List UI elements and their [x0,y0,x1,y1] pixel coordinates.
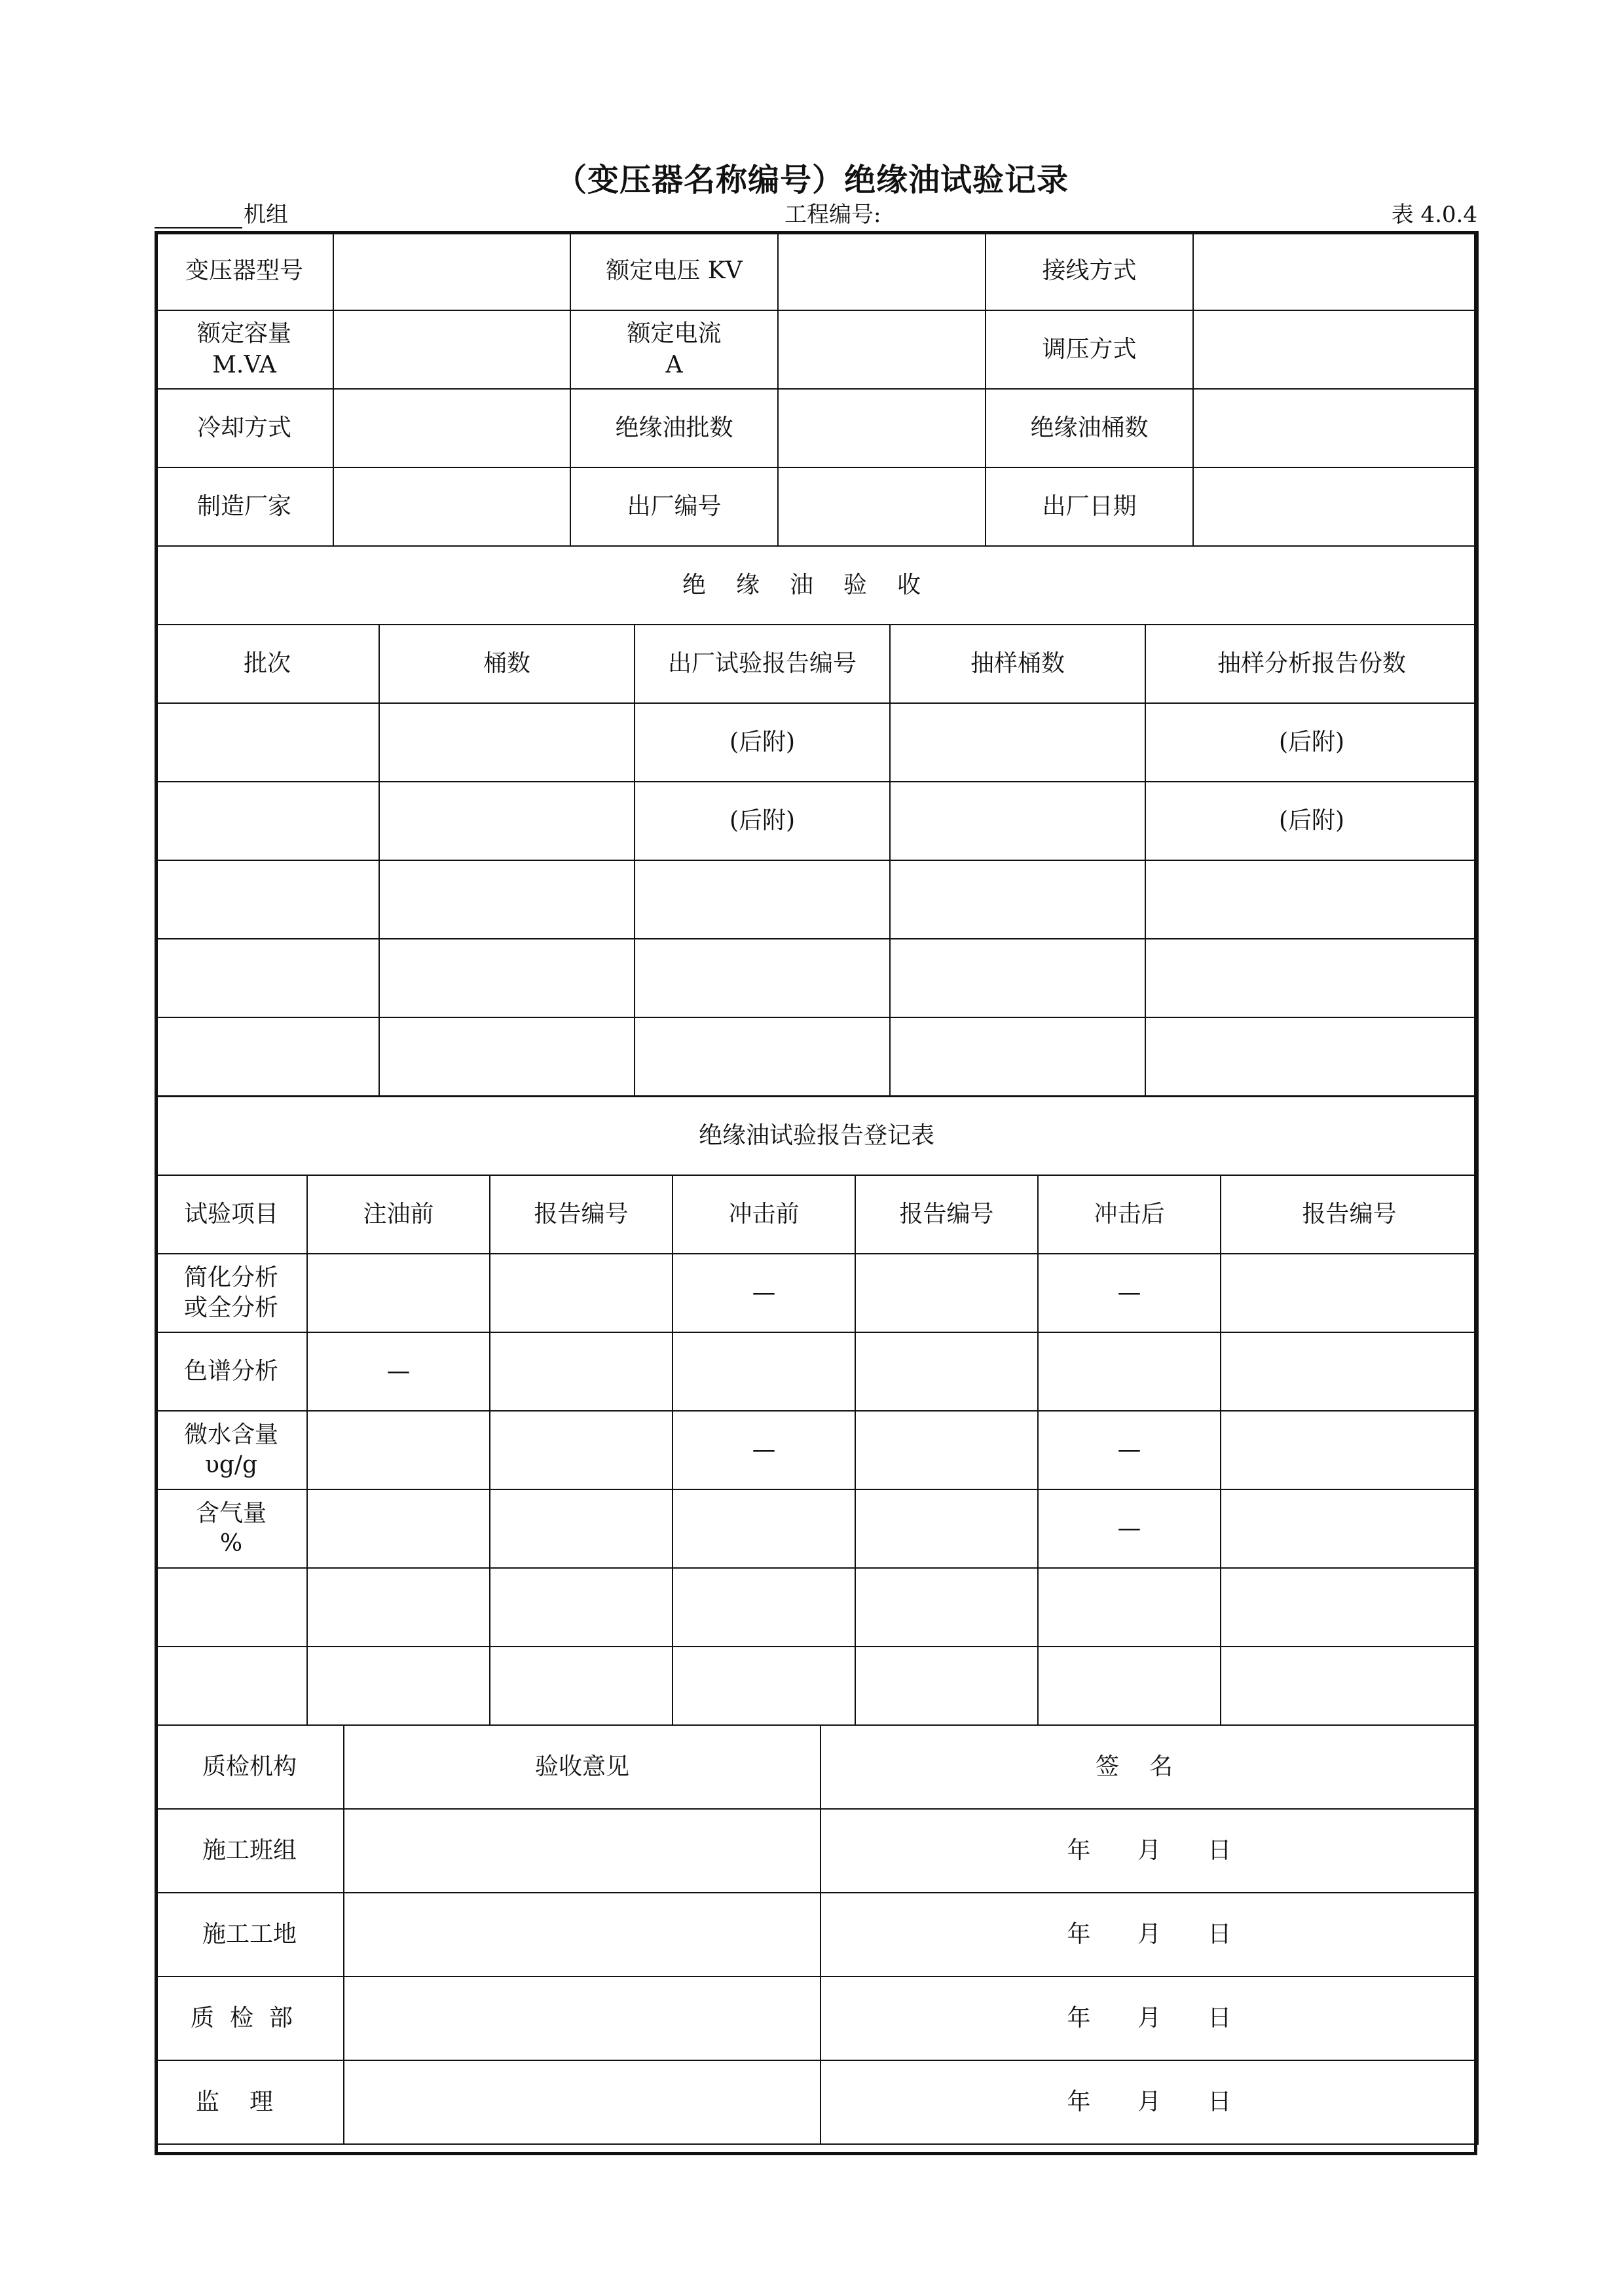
acceptance-entry-field[interactable] [890,939,1145,1017]
info-value-field[interactable] [778,467,986,546]
inspection-org-label: 施工工地 [155,1893,344,1977]
register-row [155,1489,1478,1568]
register-entry-field[interactable] [855,1411,1038,1489]
acceptance-entry-field[interactable] [1145,1017,1478,1096]
info-value-field[interactable] [1193,232,1478,310]
acceptance-entry-field[interactable] [890,782,1145,860]
register-entry-field[interactable] [307,1647,490,1725]
register-entry-field[interactable] [490,1332,673,1411]
register-row [155,1411,1478,1489]
register-entry-field[interactable]: — [307,1332,490,1411]
register-entry-field[interactable]: — [673,1254,855,1332]
info-row [155,310,1478,389]
info-value-field[interactable] [778,389,986,467]
acceptance-entry-field[interactable] [379,703,635,782]
info-value-field[interactable] [333,389,570,467]
register-entry-field[interactable] [855,1332,1038,1411]
info-label: 出厂编号 [570,467,778,546]
info-label: 额定电流 A [570,310,778,389]
unit-field [155,196,288,228]
acceptance-entry-field[interactable] [890,1017,1145,1096]
acceptance-section-title: 绝缘油验收 [155,546,1478,625]
info-label: 制造厂家 [155,467,333,546]
info-label: 绝缘油桶数 [986,389,1193,467]
acceptance-entry-field[interactable]: (后附) [635,703,890,782]
column-header: 质检机构 [155,1725,344,1809]
signature-date-field[interactable]: 年 月 日 [821,1809,1478,1893]
info-value-field[interactable] [778,232,986,310]
unit-blank[interactable] [155,206,242,228]
signoff-row [155,1893,1478,1977]
acceptance-opinion-field[interactable] [344,1809,821,1893]
acceptance-row [155,939,1478,1017]
register-row [155,1647,1478,1725]
register-entry-field[interactable] [673,1568,855,1647]
info-row [155,389,1478,467]
signature-date-field[interactable]: 年 月 日 [821,1893,1478,1977]
column-header: 冲击后 [1038,1175,1221,1254]
register-entry-field[interactable] [673,1489,855,1568]
acceptance-entry-field[interactable] [379,782,635,860]
info-value-field[interactable] [1193,467,1478,546]
form-number: 表 4.0.4 [1391,202,1477,228]
acceptance-entry-field[interactable]: (后附) [635,782,890,860]
acceptance-entry-field[interactable] [635,860,890,939]
info-label: 变压器型号 [155,232,333,310]
register-entry-field[interactable]: — [1038,1254,1221,1332]
test-item-label: 简化分析 或全分析 [155,1254,307,1332]
register-entry-field[interactable] [855,1489,1038,1568]
inspection-org-label: 质检部 [155,1977,344,2060]
acceptance-entry-field[interactable]: (后附) [1145,703,1478,782]
info-label: 绝缘油批数 [570,389,778,467]
register-row [155,1332,1478,1411]
register-entry-field[interactable]: — [673,1411,855,1489]
column-header: 桶数 [379,625,635,703]
register-entry-field[interactable] [490,1489,673,1568]
acceptance-row [155,703,1478,782]
test-item-label: 含气量 % [155,1489,307,1568]
register-row [155,1254,1478,1332]
info-label: 接线方式 [986,232,1193,310]
info-value-field[interactable] [333,310,570,389]
register-entry-field[interactable] [307,1254,490,1332]
info-label: 额定电压 KV [570,232,778,310]
register-entry-field[interactable] [1038,1332,1221,1411]
register-section-title: 绝缘油试验报告登记表 [155,1097,1478,1175]
transformer-info-table [155,231,1479,547]
info-label: 出厂日期 [986,467,1193,546]
acceptance-entry-field[interactable] [890,860,1145,939]
register-entry-field[interactable] [673,1647,855,1725]
register-entry-field[interactable]: — [1038,1411,1221,1489]
acceptance-row [155,782,1478,860]
acceptance-opinion-field[interactable] [344,1977,821,2060]
acceptance-entry-field[interactable] [635,1017,890,1096]
project-number-label: 工程编号: [784,202,881,228]
register-entry-field[interactable] [855,1647,1038,1725]
register-entry-field[interactable] [855,1254,1038,1332]
signoff-row [155,1977,1478,2060]
register-header-row [155,1175,1478,1254]
column-header: 出厂试验报告编号 [635,625,890,703]
info-value-field[interactable] [333,467,570,546]
acceptance-entry-field[interactable] [1145,860,1478,939]
column-header: 报告编号 [490,1175,673,1254]
page-title: （变压器名称编号）绝缘油试验记录 [555,162,1069,198]
info-value-field[interactable] [1193,389,1478,467]
register-entry-field[interactable]: — [1038,1489,1221,1568]
register-entry-field[interactable] [490,1411,673,1489]
register-entry-field[interactable] [307,1489,490,1568]
acceptance-entry-field[interactable] [1145,939,1478,1017]
acceptance-entry-field[interactable] [379,860,635,939]
column-header: 注油前 [307,1175,490,1254]
test-item-label: 色谱分析 [155,1332,307,1411]
signature-date-field[interactable]: 年 月 日 [821,2060,1478,2144]
test-item-label [155,1647,307,1725]
inspection-org-label: 监理 [155,2060,344,2144]
acceptance-opinion-field[interactable] [344,2060,821,2144]
acceptance-entry-field[interactable] [890,703,1145,782]
acceptance-opinion-field[interactable] [344,1893,821,1977]
register-entry-field[interactable] [1221,1568,1478,1647]
acceptance-entry-field[interactable] [155,782,379,860]
column-header: 批次 [155,625,379,703]
info-row [155,232,1478,310]
acceptance-entry-field[interactable] [635,939,890,1017]
info-value-field[interactable] [333,232,570,310]
acceptance-entry-field[interactable] [379,1017,635,1096]
test-item-label [155,1568,307,1647]
signoff-row [155,2060,1478,2144]
acceptance-header-row [155,625,1478,703]
info-row [155,467,1478,546]
register-entry-field[interactable] [1221,1647,1478,1725]
register-entry-field[interactable] [490,1254,673,1332]
register-entry-field[interactable] [307,1568,490,1647]
column-header: 试验项目 [155,1175,307,1254]
register-entry-field[interactable] [307,1411,490,1489]
column-header: 报告编号 [1221,1175,1478,1254]
inspection-org-label: 施工班组 [155,1809,344,1893]
acceptance-entry-field[interactable] [379,939,635,1017]
acceptance-row [155,860,1478,939]
info-value-field[interactable] [778,310,986,389]
acceptance-entry-field[interactable] [155,939,379,1017]
signature-date-field[interactable]: 年 月 日 [821,1977,1478,2060]
acceptance-entry-field[interactable] [155,1017,379,1096]
register-entry-field[interactable] [1221,1332,1478,1411]
acceptance-entry-field[interactable] [155,703,379,782]
register-entry-field[interactable] [1221,1489,1478,1568]
signoff-row [155,1809,1478,1893]
register-entry-field[interactable] [673,1332,855,1411]
signoff-header-row [155,1725,1478,1809]
info-label: 冷却方式 [155,389,333,467]
info-label: 调压方式 [986,310,1193,389]
register-entry-field[interactable] [1038,1647,1221,1725]
register-row [155,1568,1478,1647]
signoff-table [155,1724,1479,2145]
column-header: 抽样分析报告份数 [1145,625,1478,703]
register-entry-field[interactable] [1221,1411,1478,1489]
register-entry-field[interactable] [490,1568,673,1647]
column-header: 签名 [821,1725,1478,1809]
info-label: 额定容量 M.VA [155,310,333,389]
register-entry-field[interactable] [490,1647,673,1725]
column-header: 冲击前 [673,1175,855,1254]
register-entry-field[interactable] [1038,1568,1221,1647]
register-entry-field[interactable] [1221,1254,1478,1332]
test-report-register-table [155,1096,1479,1726]
test-item-label: 微水含量 υg/g [155,1411,307,1489]
column-header: 验收意见 [344,1725,821,1809]
acceptance-entry-field[interactable]: (后附) [1145,782,1478,860]
acceptance-entry-field[interactable] [155,860,379,939]
info-value-field[interactable] [1193,310,1478,389]
acceptance-row [155,1017,1478,1096]
register-entry-field[interactable] [855,1568,1038,1647]
unit-suffix: 机组 [244,202,288,228]
oil-acceptance-table [155,545,1479,1097]
column-header: 抽样桶数 [890,625,1145,703]
column-header: 报告编号 [855,1175,1038,1254]
